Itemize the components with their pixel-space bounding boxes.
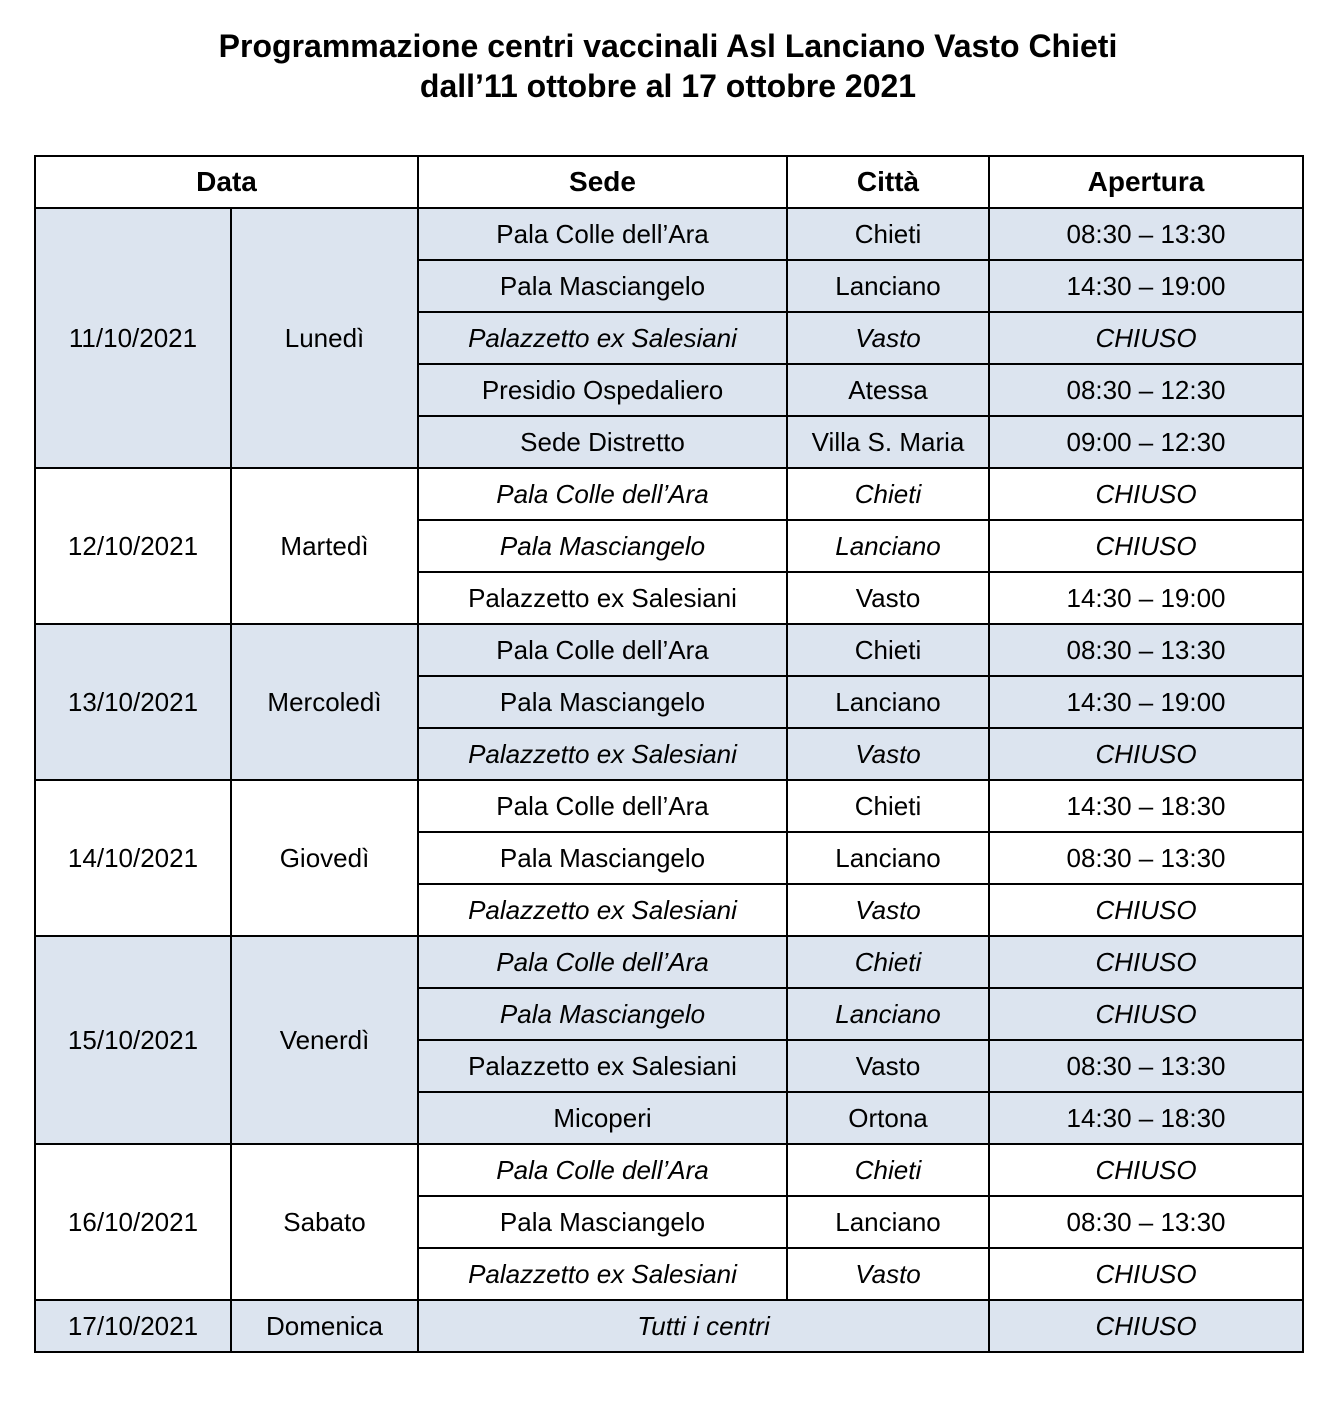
citta-cell: Lanciano xyxy=(787,832,989,884)
sede-cell: Micoperi xyxy=(418,1092,787,1144)
title-line-2: dall’11 ottobre al 17 ottobre 2021 xyxy=(419,68,917,104)
sede-cell: Pala Colle dell’Ara xyxy=(418,936,787,988)
sede-cell: Palazzetto ex Salesiani xyxy=(418,572,787,624)
apertura-cell: CHIUSO xyxy=(989,988,1303,1040)
apertura-cell: CHIUSO xyxy=(989,1300,1303,1352)
weekday-cell: Martedì xyxy=(231,468,418,624)
sede-cell: Pala Colle dell’Ara xyxy=(418,780,787,832)
apertura-cell: CHIUSO xyxy=(989,936,1303,988)
weekday-cell: Sabato xyxy=(231,1144,418,1300)
apertura-cell: 14:30 – 19:00 xyxy=(989,676,1303,728)
sede-cell: Palazzetto ex Salesiani xyxy=(418,728,787,780)
weekday-cell: Giovedì xyxy=(231,780,418,936)
table-row xyxy=(35,208,1303,260)
citta-cell: Vasto xyxy=(787,1248,989,1300)
apertura-cell: CHIUSO xyxy=(989,1144,1303,1196)
citta-cell: Lanciano xyxy=(787,1196,989,1248)
sede-cell: Palazzetto ex Salesiani xyxy=(418,1040,787,1092)
header-row xyxy=(35,156,1303,208)
weekday-cell: Lunedì xyxy=(231,208,418,468)
sede-cell: Pala Colle dell’Ara xyxy=(418,208,787,260)
citta-cell: Chieti xyxy=(787,780,989,832)
schedule-body xyxy=(35,208,1303,1352)
citta-cell: Chieti xyxy=(787,624,989,676)
table-row xyxy=(35,624,1303,676)
weekday-cell: Mercoledì xyxy=(231,624,418,780)
title-line-1: Programmazione centri vaccinali Asl Lanciano Vasto Chieti xyxy=(218,28,1118,64)
sede-cell: Sede Distretto xyxy=(418,416,787,468)
citta-cell: Vasto xyxy=(787,728,989,780)
apertura-cell: CHIUSO xyxy=(989,468,1303,520)
citta-cell: Atessa xyxy=(787,364,989,416)
table-row xyxy=(35,780,1303,832)
sede-cell: Palazzetto ex Salesiani xyxy=(418,312,787,364)
header-data: Data xyxy=(35,156,418,208)
date-cell: 14/10/2021 xyxy=(35,780,231,936)
citta-cell: Ortona xyxy=(787,1092,989,1144)
apertura-cell: 08:30 – 13:30 xyxy=(989,208,1303,260)
citta-cell: Chieti xyxy=(787,1144,989,1196)
sede-cell: Pala Colle dell’Ara xyxy=(418,468,787,520)
sede-cell: Pala Masciangelo xyxy=(418,260,787,312)
table-row xyxy=(35,468,1303,520)
citta-cell: Lanciano xyxy=(787,676,989,728)
sede-cell: Palazzetto ex Salesiani xyxy=(418,884,787,936)
apertura-cell: CHIUSO xyxy=(989,520,1303,572)
date-cell: 16/10/2021 xyxy=(35,1144,231,1300)
citta-cell: Lanciano xyxy=(787,988,989,1040)
citta-cell: Vasto xyxy=(787,1040,989,1092)
header-citta: Città xyxy=(787,156,989,208)
date-cell: 11/10/2021 xyxy=(35,208,231,468)
table-row-sunday xyxy=(35,1300,1303,1352)
apertura-cell: 09:00 – 12:30 xyxy=(989,416,1303,468)
apertura-cell: 08:30 – 13:30 xyxy=(989,1196,1303,1248)
apertura-cell: CHIUSO xyxy=(989,1248,1303,1300)
sede-cell: Pala Masciangelo xyxy=(418,988,787,1040)
date-cell: 17/10/2021 xyxy=(35,1300,231,1352)
date-cell: 13/10/2021 xyxy=(35,624,231,780)
page-title xyxy=(0,26,1336,106)
all-centers-cell: Tutti i centri xyxy=(418,1300,989,1352)
citta-cell: Vasto xyxy=(787,572,989,624)
apertura-cell: CHIUSO xyxy=(989,728,1303,780)
sede-cell: Pala Masciangelo xyxy=(418,832,787,884)
citta-cell: Vasto xyxy=(787,312,989,364)
apertura-cell: 14:30 – 19:00 xyxy=(989,260,1303,312)
table-row xyxy=(35,1144,1303,1196)
apertura-cell: 14:30 – 18:30 xyxy=(989,1092,1303,1144)
apertura-cell: CHIUSO xyxy=(989,312,1303,364)
sede-cell: Pala Masciangelo xyxy=(418,676,787,728)
sede-cell: Palazzetto ex Salesiani xyxy=(418,1248,787,1300)
header-sede: Sede xyxy=(418,156,787,208)
citta-cell: Lanciano xyxy=(787,260,989,312)
header-apertura: Apertura xyxy=(989,156,1303,208)
apertura-cell: 08:30 – 13:30 xyxy=(989,1040,1303,1092)
apertura-cell: 08:30 – 13:30 xyxy=(989,832,1303,884)
citta-cell: Chieti xyxy=(787,208,989,260)
table-row xyxy=(35,936,1303,988)
date-cell: 15/10/2021 xyxy=(35,936,231,1144)
sede-cell: Pala Masciangelo xyxy=(418,520,787,572)
citta-cell: Chieti xyxy=(787,936,989,988)
apertura-cell: 08:30 – 13:30 xyxy=(989,624,1303,676)
apertura-cell: 14:30 – 18:30 xyxy=(989,780,1303,832)
apertura-cell: 14:30 – 19:00 xyxy=(989,572,1303,624)
sede-cell: Pala Colle dell’Ara xyxy=(418,624,787,676)
weekday-cell: Venerdì xyxy=(231,936,418,1144)
citta-cell: Chieti xyxy=(787,468,989,520)
citta-cell: Vasto xyxy=(787,884,989,936)
citta-cell: Lanciano xyxy=(787,520,989,572)
schedule-table xyxy=(34,155,1304,1353)
citta-cell: Villa S. Maria xyxy=(787,416,989,468)
apertura-cell: CHIUSO xyxy=(989,884,1303,936)
sede-cell: Presidio Ospedaliero xyxy=(418,364,787,416)
sede-cell: Pala Colle dell’Ara xyxy=(418,1144,787,1196)
apertura-cell: 08:30 – 12:30 xyxy=(989,364,1303,416)
date-cell: 12/10/2021 xyxy=(35,468,231,624)
weekday-cell: Domenica xyxy=(231,1300,418,1352)
sede-cell: Pala Masciangelo xyxy=(418,1196,787,1248)
